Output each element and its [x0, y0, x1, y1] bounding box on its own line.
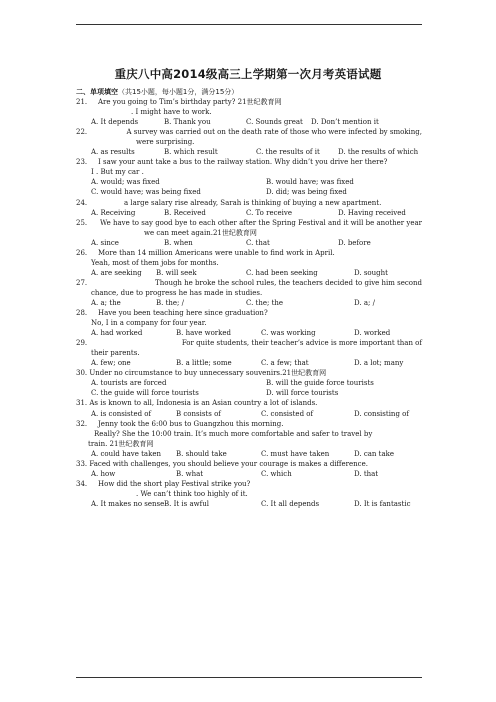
options-26: A. are seeking B. will seek C. had been seeking D. sought: [91, 268, 388, 277]
options-29: A. few; one B. a little; some C. a few; that D. a lot; many: [91, 359, 404, 368]
question-27: 27. Though he broke the school rules, the teachers decided to give him second: [76, 278, 422, 287]
question-26: 26. More than 14 million Americans were unable to find work in April.: [76, 248, 335, 257]
question-21: 21. Are you going to Tim’s birthday party? 21世纪教育网: [76, 98, 282, 107]
question-25: 25. We have to say good bye to each other after the Spring Festival and it will be another year: [76, 218, 422, 227]
question-22-cont: were surprising.: [136, 138, 195, 147]
options-30b: C. the guide will force tourists D. will force tourists: [91, 389, 339, 398]
section-label: 二、单项填空: [76, 88, 118, 96]
top-rule: [76, 24, 422, 25]
options-30a: A. tourists are forced B. will the guide force tourists: [91, 379, 374, 388]
options-33: A. how B. what C. which D. that: [91, 469, 379, 478]
question-26-cont: Yeah, most of them jobs for months.: [91, 258, 219, 267]
question-list: [76, 87, 422, 509]
question-21-cont: . I might have to work.: [131, 108, 212, 117]
question-34-cont: . We can’t think too highly of it.: [136, 489, 248, 498]
options-31: A. is consisted of B consists of C. consisted of D. consisting of: [91, 409, 409, 418]
options-21: A. It depends B. Thank you C. Sounds great D. Don’t mention it: [91, 118, 379, 127]
question-29-cont: their parents.: [91, 349, 140, 358]
question-30: 30. Under no circumstance to buy unnecessary souvenirs.21世纪教育网: [76, 369, 327, 378]
options-23b: C. would have; was being fixed D. did; was being fixed: [91, 188, 347, 197]
question-24: 24. a large salary rise already, Sarah is thinking of buying a new apartment.: [76, 198, 382, 207]
section-note: （共15小题，每小题1分，满分15分）: [118, 88, 239, 96]
options-25: A. since B. when C. that D. before: [91, 238, 371, 247]
question-23-cont: I . But my car .: [91, 168, 144, 177]
options-32: A. could have taken B. should take C. must have taken D. can take: [91, 449, 395, 458]
question-32-cont: Really? She the 10:00 train. It’s much more comfortable and safer to travel by: [94, 429, 373, 438]
options-22: A. as results B. which result C. the results of it D. the results of which: [91, 148, 419, 157]
bottom-rule: [76, 677, 422, 678]
question-25-cont: we can meet again.21世纪教育网: [144, 228, 257, 237]
options-34: A. It makes no sense B. It is awful C. It all depends D. It is fantastic: [91, 499, 411, 508]
page-title: 重庆八中高2014级高三上学期第一次月考英语试题: [114, 67, 382, 81]
options-23a: A. would; was fixed B. would have; was fixed: [91, 178, 354, 187]
question-28-cont: No, I in a company for four year.: [91, 319, 207, 328]
question-31: 31. As is known to all, Indonesia is an Asian country a lot of islands.: [76, 399, 318, 408]
question-32-cont2: train. 21世纪教育网: [88, 439, 154, 448]
options-28: A. had worked B. have worked C. was working D. worked: [91, 329, 391, 338]
question-34: 34. How did the short play Festival strike you?: [76, 479, 251, 488]
question-32: 32. Jenny took the 6:00 bus to Guangzhou this morning.: [76, 419, 284, 428]
question-23: 23. I saw your aunt take a bus to the railway station. Why didn’t you drive her there?: [76, 158, 388, 167]
question-28: 28. Have you been teaching here since graduation?: [76, 309, 268, 318]
question-33: 33. Faced with challenges, you should believe your courage is makes a difference.: [76, 459, 368, 468]
question-22: 22. A survey was carried out on the death rate of those who were infected by smoking,: [76, 128, 422, 137]
section-heading: [76, 87, 422, 97]
question-29: 29. For quite students, their teacher’s advice is more important than of: [76, 339, 422, 348]
options-27: A. a; the B. the; / C. the; the D. a; /: [91, 298, 375, 307]
question-27-cont: chance, due to progress he has made in studies.: [91, 288, 263, 297]
options-24: A. Receiving B. Received C. To receive D. Having received: [91, 208, 406, 217]
